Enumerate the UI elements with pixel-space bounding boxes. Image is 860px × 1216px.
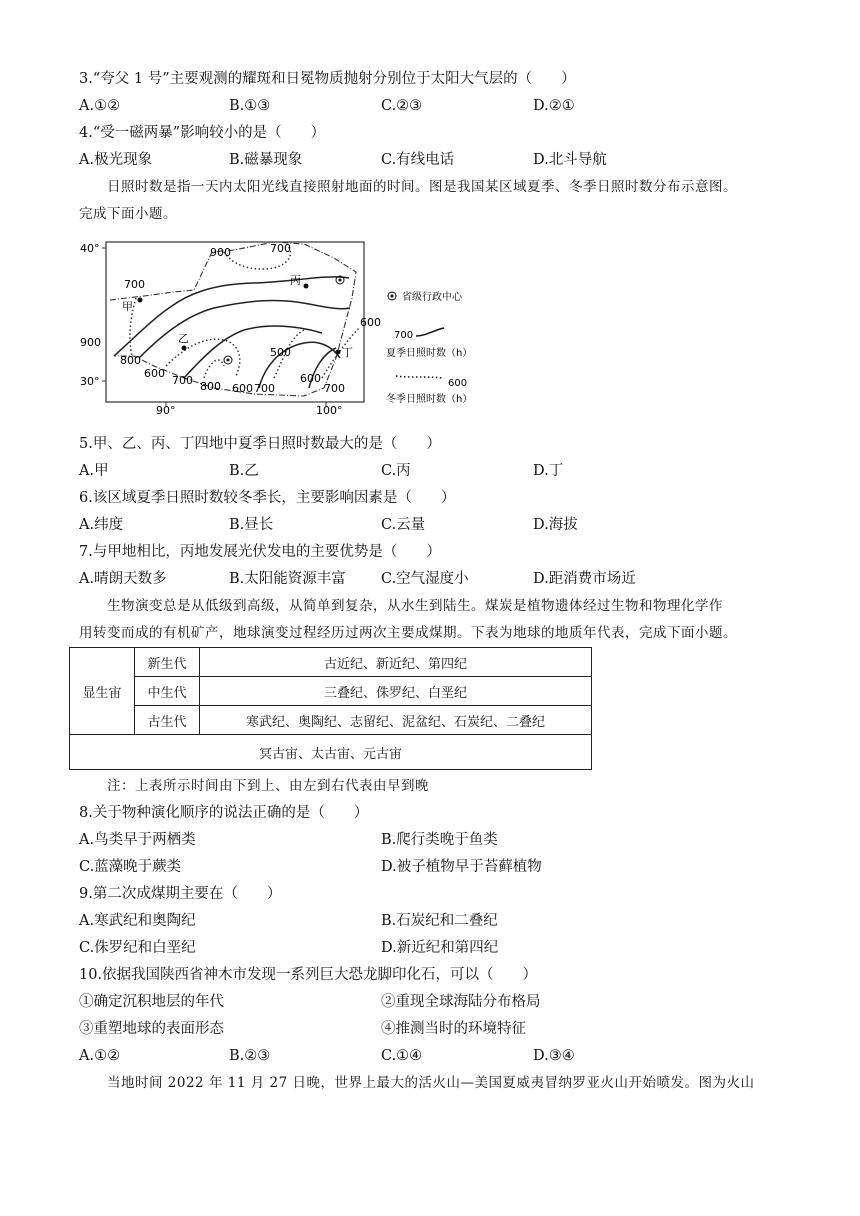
q4-option-a: A.极光现象 bbox=[79, 152, 153, 168]
table-row bbox=[70, 735, 592, 770]
q9-stem: 9.第二次成煤期主要在（ ） bbox=[79, 886, 282, 902]
q5-option-d: D.丁 bbox=[533, 463, 564, 479]
capital-icon bbox=[224, 356, 232, 364]
place-point-yi bbox=[182, 346, 187, 351]
q6-stem: 6.该区域夏季日照时数较冬季长，主要影响因素是（ ） bbox=[79, 490, 456, 506]
summer-legend-line bbox=[416, 328, 444, 336]
periods-cell: 古近纪、新近纪、第四纪 bbox=[200, 648, 592, 677]
legend-winter-value: 600 bbox=[448, 378, 468, 389]
q8-option-a: A.鸟类早于两栖类 bbox=[79, 832, 196, 848]
summer-contour bbox=[184, 326, 322, 378]
legend bbox=[386, 290, 472, 405]
place-point-bing bbox=[304, 284, 309, 289]
contour-label: 700 bbox=[324, 382, 345, 395]
place-label-ding: 丁 bbox=[342, 346, 353, 359]
q10-stem: 10.依据我国陕西省神木市发现一系列巨大恐龙脚印化石，可以（ ） bbox=[79, 967, 538, 983]
q4-stem: 4.“受一磁两暴”影响较小的是（ ） bbox=[79, 125, 326, 141]
legend-winter: 冬季日照时数（h） bbox=[386, 394, 473, 405]
q10-item-3: ③重塑地球的表面形态 bbox=[79, 1021, 224, 1037]
sunshine-intro-line1: 日照时数是指一天内太阳光线直接照射地面的时间。图是我国某区域夏季、冬季日照时数分布示意图。 bbox=[107, 179, 737, 195]
contour-label: 800 bbox=[120, 354, 141, 367]
legend-capital: 省级行政中心 bbox=[402, 292, 462, 303]
q7-option-c: C.空气湿度小 bbox=[381, 571, 469, 587]
q8-stem: 8.关于物种演化顺序的说法正确的是（ ） bbox=[79, 805, 369, 821]
winter-contour bbox=[204, 360, 224, 378]
contour-label: 700 bbox=[270, 242, 291, 255]
q8-option-d: D.被子植物早于苔藓植物 bbox=[381, 859, 542, 875]
q10-option-b: B.②③ bbox=[229, 1048, 271, 1064]
geologic-time-table bbox=[69, 647, 592, 770]
q6-option-c: C.云量 bbox=[381, 517, 426, 533]
eon-cell: 显生宙 bbox=[70, 648, 135, 735]
capital-legend-icon bbox=[388, 292, 396, 300]
q3-option-c: C.②③ bbox=[381, 98, 423, 114]
q10-option-c: C.①④ bbox=[381, 1048, 423, 1064]
winter-legend-line bbox=[396, 376, 442, 378]
table-note: 注：上表所示时间由下到上、由左到右代表由早到晚 bbox=[107, 778, 429, 794]
periods-cell: 寒武纪、奥陶纪、志留纪、泥盆纪、石炭纪、二叠纪 bbox=[200, 706, 592, 735]
q9-option-d: D.新近纪和第四纪 bbox=[381, 940, 499, 956]
precambrian-cell: 冥古宙、太古宙、元古宙 bbox=[70, 735, 592, 770]
q6-option-d: D.海拔 bbox=[533, 517, 578, 533]
summer-contour bbox=[114, 277, 349, 356]
q5-option-a: A.甲 bbox=[79, 463, 109, 479]
lon-label-90: 90° bbox=[156, 404, 176, 417]
contour-label: 600 bbox=[144, 367, 165, 380]
era-cell: 新生代 bbox=[135, 648, 200, 677]
legend-summer: 夏季日照时数（h） bbox=[386, 348, 473, 359]
q8-option-b: B.爬行类晚于鱼类 bbox=[381, 832, 498, 848]
q5-option-b: B.乙 bbox=[229, 463, 259, 479]
contour-label: 600 bbox=[300, 372, 321, 385]
lat-label-30: 30° bbox=[80, 375, 100, 388]
q10-item-2: ②重现全球海陆分布格局 bbox=[381, 994, 541, 1010]
q7-option-b: B.太阳能资源丰富 bbox=[229, 571, 346, 587]
q5-stem: 5.甲、乙、丙、丁四地中夏季日照时数最大的是（ ） bbox=[79, 436, 441, 452]
contour-label: 600 bbox=[232, 382, 253, 395]
q10-item-1: ①确定沉积地层的年代 bbox=[79, 994, 224, 1010]
q8-option-c: C.蓝藻晚于蕨类 bbox=[79, 859, 182, 875]
q9-option-a: A.寒武纪和奥陶纪 bbox=[79, 913, 196, 929]
volcano-intro: 当地时间 2022 年 11 月 27 日晚，世界上最大的活火山—美国夏威夷冒纳罗亚火山开始喷发。图为火山 bbox=[107, 1075, 755, 1091]
q5-option-c: C.丙 bbox=[381, 463, 411, 479]
q7-stem: 7.与甲地相比，丙地发展光伏发电的主要优势是（ ） bbox=[79, 544, 441, 560]
legend-summer-value: 700 bbox=[394, 330, 414, 341]
contour-label: 700 bbox=[172, 374, 193, 387]
q4-option-c: C.有线电话 bbox=[381, 152, 455, 168]
contour-label: 700 bbox=[254, 382, 275, 395]
era-cell: 古生代 bbox=[135, 706, 200, 735]
q9-option-c: C.侏罗纪和白垩纪 bbox=[79, 940, 196, 956]
q3-option-d: D.②① bbox=[533, 98, 575, 114]
place-point-ding bbox=[336, 350, 341, 355]
q7-option-a: A.晴朗天数多 bbox=[79, 571, 167, 587]
q10-item-4: ④推测当时的环境特征 bbox=[381, 1021, 526, 1037]
q4-option-d: D.北斗导航 bbox=[533, 152, 607, 168]
place-label-jia: 甲 bbox=[122, 300, 133, 313]
q3-option-a: A.①② bbox=[79, 98, 121, 114]
q7-option-d: D.距消费市场近 bbox=[533, 571, 636, 587]
q6-option-b: B.昼长 bbox=[229, 517, 274, 533]
place-label-yi: 乙 bbox=[178, 332, 189, 345]
q10-option-a: A.①② bbox=[79, 1048, 121, 1064]
contour-label: 600 bbox=[360, 316, 381, 329]
table-row bbox=[70, 706, 592, 735]
q6-option-a: A.纬度 bbox=[79, 517, 124, 533]
q4-option-b: B.磁暴现象 bbox=[229, 152, 303, 168]
geology-intro-line2: 用转变而成的有机矿产，地球演变过程经历过两次主要成煤期。下表为地球的地质年代表，完成下面小题。 bbox=[79, 625, 737, 641]
contour-label: 500 bbox=[270, 346, 291, 359]
contour-label: 700 bbox=[124, 278, 145, 291]
table-row bbox=[70, 648, 592, 677]
q3-option-b: B.①③ bbox=[229, 98, 271, 114]
table-row bbox=[70, 677, 592, 706]
era-cell: 中生代 bbox=[135, 677, 200, 706]
place-point-jia bbox=[138, 298, 143, 303]
geology-intro-line1: 生物演变总是从低级到高级，从简单到复杂，从水生到陆生。煤炭是植物遗体经过生物和物理化学作 bbox=[107, 598, 723, 614]
lon-label-100: 100° bbox=[316, 404, 343, 417]
contour-label: 800 bbox=[200, 380, 221, 393]
q10-option-d: D.③④ bbox=[533, 1048, 575, 1064]
contour-label: 900 bbox=[210, 246, 231, 259]
q9-option-b: B.石炭纪和二叠纪 bbox=[381, 913, 498, 929]
sunshine-intro-line2: 完成下面小题。 bbox=[79, 206, 177, 222]
place-label-bing: 丙 bbox=[290, 274, 301, 287]
sunshine-map bbox=[74, 238, 494, 418]
contour-label: 900 bbox=[80, 336, 101, 349]
periods-cell: 三叠纪、侏罗纪、白垩纪 bbox=[200, 677, 592, 706]
q3-stem: 3.“夸父 1 号”主要观测的耀斑和日冕物质抛射分别位于太阳大气层的（ ） bbox=[79, 71, 576, 87]
lat-label-40: 40° bbox=[80, 242, 100, 255]
